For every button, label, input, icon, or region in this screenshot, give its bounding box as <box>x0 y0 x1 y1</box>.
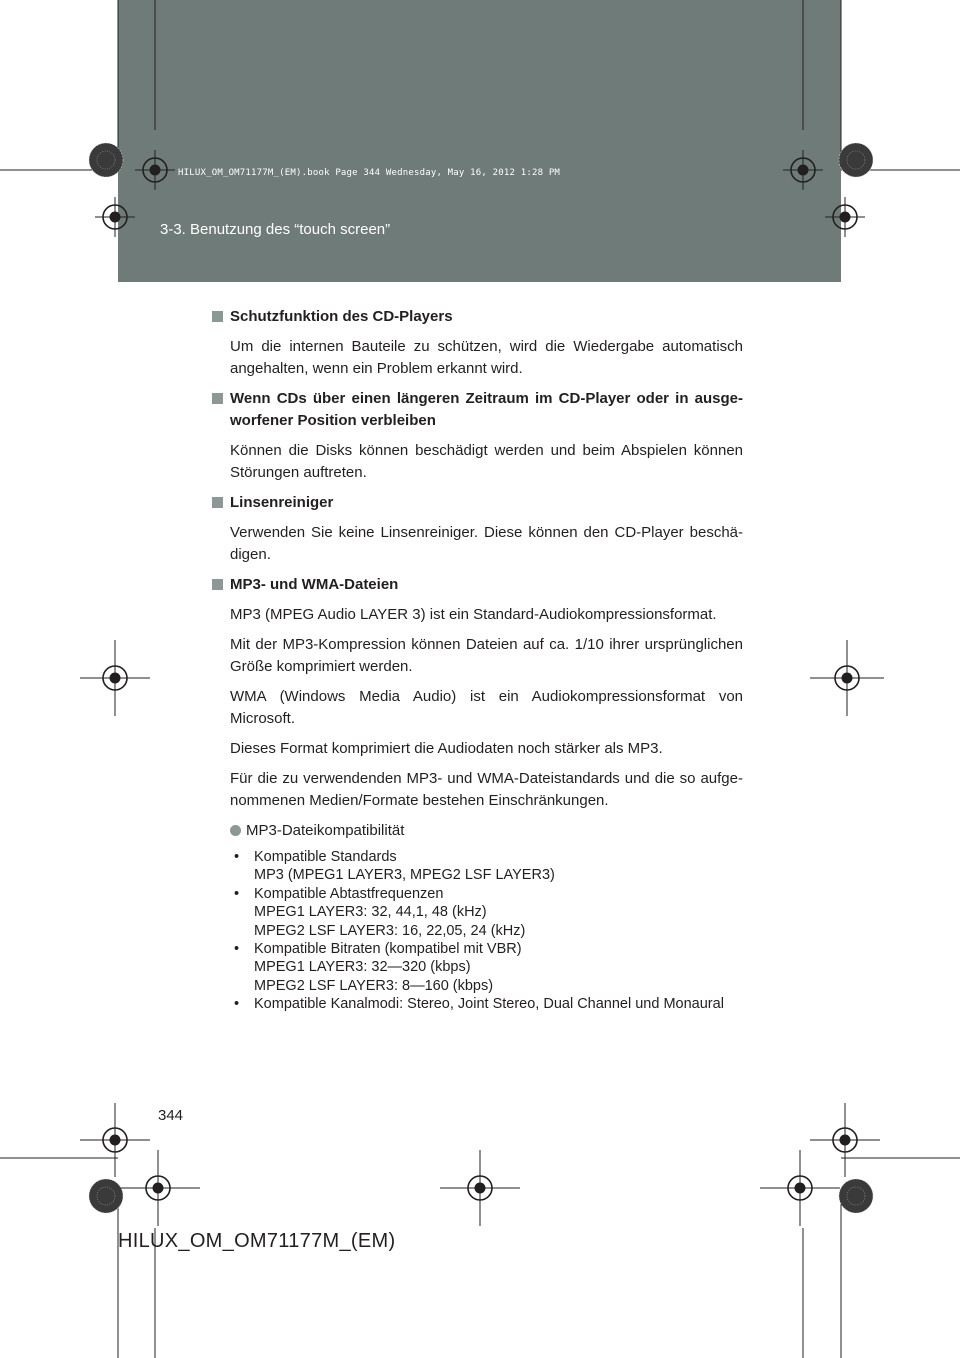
paragraph: Mit der MP3-Kompression können Dateien auf ca. 1/10 ihrer ursprünglichen Größe komprimiert werden. <box>230 636 743 675</box>
square-bullet-icon <box>212 393 223 404</box>
square-bullet-icon <box>212 497 223 508</box>
footer-code: HILUX_OM_OM71177M_(EM) <box>118 1230 396 1252</box>
list-item: • Kompatible Kanalmodi: Stereo, Joint Stereo, Dual Channel und Monaural <box>234 996 724 1013</box>
subsection-heading: MP3-Dateikompatibilität <box>212 820 743 842</box>
section-heading: Wenn CDs über einen längeren Zeitraum im CD-Player oder in ausgeworfener Position verbleiben <box>212 388 743 432</box>
paragraph: WMA (Windows Media Audio) ist ein Audiokompressionsformat von Microsoft. <box>230 688 743 727</box>
bullet-dot-icon: • <box>234 996 240 1013</box>
bullet-dot-icon: • <box>234 941 240 958</box>
list-item: • Kompatible Bitraten (kompatibel mit VBR) MPEG1 LAYER3: 32—320 (kbps) MPEG2 LSF LAYER3: 8—160 (kbps) <box>234 941 522 994</box>
paragraph: Verwenden Sie keine Linsenreiniger. Diese können den CD-Player beschädigen. <box>230 524 743 563</box>
section-heading: MP3- und WMA-Dateien <box>212 574 743 596</box>
page-number: 344 <box>158 1107 184 1124</box>
paragraph: MP3 (MPEG Audio LAYER 3) ist ein Standard-Audiokompressionsformat. <box>230 606 717 623</box>
square-bullet-icon <box>212 579 223 590</box>
section-heading: Schutzfunktion des CD-Players <box>212 306 743 328</box>
bullet-dot-icon: • <box>234 849 240 865</box>
paragraph: Dieses Format komprimiert die Audiodaten noch stärker als MP3. <box>230 740 663 757</box>
book-stamp: HILUX_OM_OM71177M_(EM).book Page 344 Wednesday, May 16, 2012 1:28 PM <box>178 168 561 178</box>
list-item: • Kompatible Abtastfrequenzen MPEG1 LAYER3: 32, 44,1, 48 (kHz) MPEG2 LSF LAYER3: 16, 22,05, 24 (kHz) <box>234 885 526 939</box>
paragraph: Für die zu verwendenden MP3- und WMA-Dateistandards und die so aufgenommenen Medien/Formate bestehen Einschränkungen. <box>230 770 743 809</box>
list-item: • Kompatible Standards MP3 (MPEG1 LAYER3, MPEG2 LSF LAYER3) <box>234 849 555 884</box>
circle-bullet-icon <box>230 825 241 836</box>
bullet-dot-icon: • <box>234 885 240 902</box>
registration-mark-top-left-1 <box>135 150 175 190</box>
section-heading: Linsenreiniger <box>212 492 743 514</box>
square-bullet-icon <box>212 311 223 322</box>
compat-list <box>212 848 743 1014</box>
paragraph: Können die Disks können beschädigt werden und beim Abspielen können Störungen auftreten. <box>230 442 743 481</box>
page-content <box>212 306 743 1014</box>
paragraph: Um die internen Bauteile zu schützen, wird die Wiedergabe automatisch angehalten, wenn ein Problem erkannt wird. <box>230 338 743 377</box>
section-title: 3-3. Benutzung des “touch screen” <box>160 221 391 238</box>
